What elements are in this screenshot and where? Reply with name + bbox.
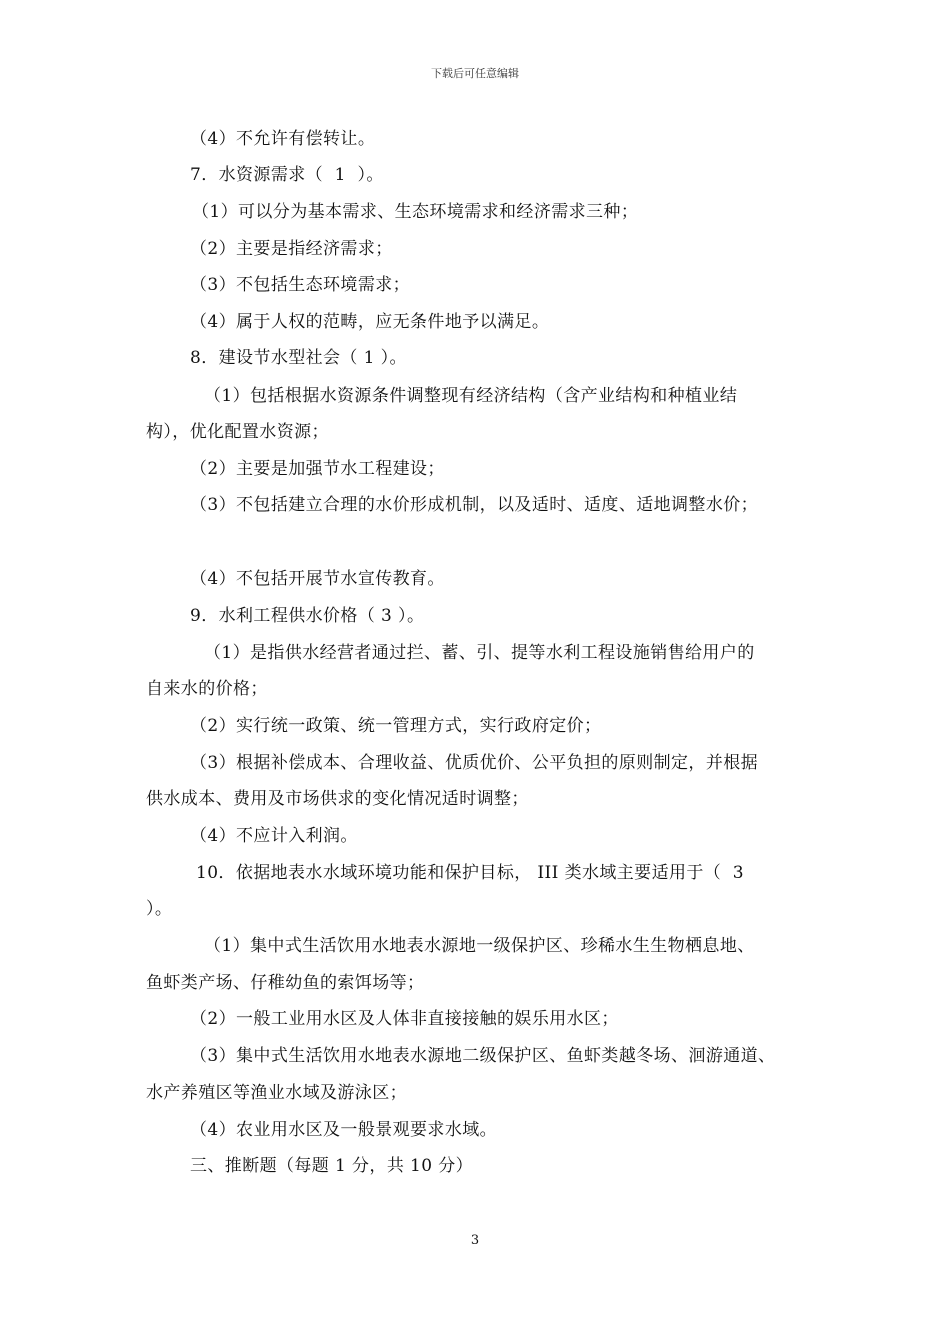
page-number: 3 [470,1233,480,1248]
option-line: （1）是指供水经营者通过拦、蓄、引、提等水利工程设施销售给用户的 [204,643,755,663]
option-line: （2）一般工业用水区及人体非直接接触的娱乐用水区； [190,1009,619,1029]
option-line: （3）不包括建立合理的水价形成机制，以及适时、适度、适地调整水价； [190,495,759,515]
question-line: 8．建设节水型社会（ 1 ）。 [190,348,407,368]
option-line: （3）集中式生活饮用水地表水源地二级保护区、鱼虾类越冬场、洄游通道、 [190,1046,776,1066]
question-line: 10．依据地表水水域环境功能和保护目标， III 类水域主要适用于（ 3 [196,863,745,883]
section-heading: 三、推断题（每题 1 分，共 10 分） [190,1156,474,1176]
option-line: （2）主要是加强节水工程建设； [190,459,445,479]
option-line: （4）属于人权的范畴，应无条件地予以满足。 [190,312,550,332]
option-continuation: 自来水的价格； [146,679,268,699]
option-line: （3）根据补偿成本、合理收益、优质优价、公平负担的原则制定，并根据 [190,753,759,773]
question-continuation: ）。 [146,899,173,919]
option-line: （4）农业用水区及一般景观要求水域。 [190,1120,498,1140]
option-continuation: 构），优化配置水资源； [146,422,329,442]
page-header: 下载后可任意编辑 [431,67,519,80]
option-line: （1）可以分为基本需求、生态环境需求和经济需求三种； [192,202,639,222]
option-line: （4）不应计入利润。 [190,826,358,846]
option-line: （2）实行统一政策、统一管理方式，实行政府定价； [190,716,602,736]
question-line: 7．水资源需求（ 1 ）。 [190,165,384,185]
option-line: （4）不包括开展节水宣传教育。 [190,569,445,589]
option-line: （1）包括根据水资源条件调整现有经济结构（含产业结构和种植业结 [204,386,738,406]
option-line: （2）主要是指经济需求； [190,239,393,259]
option-continuation: 鱼虾类产场、仔稚幼鱼的索饵场等； [146,973,425,993]
option-continuation: 水产养殖区等渔业水域及游泳区； [146,1083,407,1103]
question-line: 9．水利工程供水价格（ 3 ）。 [190,606,425,626]
option-continuation: 供水成本、费用及市场供求的变化情况适时调整； [146,789,529,809]
option-line: （1）集中式生活饮用水地表水源地一级保护区、珍稀水生生物栖息地、 [204,936,755,956]
option-line: （4）不允许有偿转让。 [190,129,376,149]
option-line: （3）不包括生态环境需求； [190,275,411,295]
